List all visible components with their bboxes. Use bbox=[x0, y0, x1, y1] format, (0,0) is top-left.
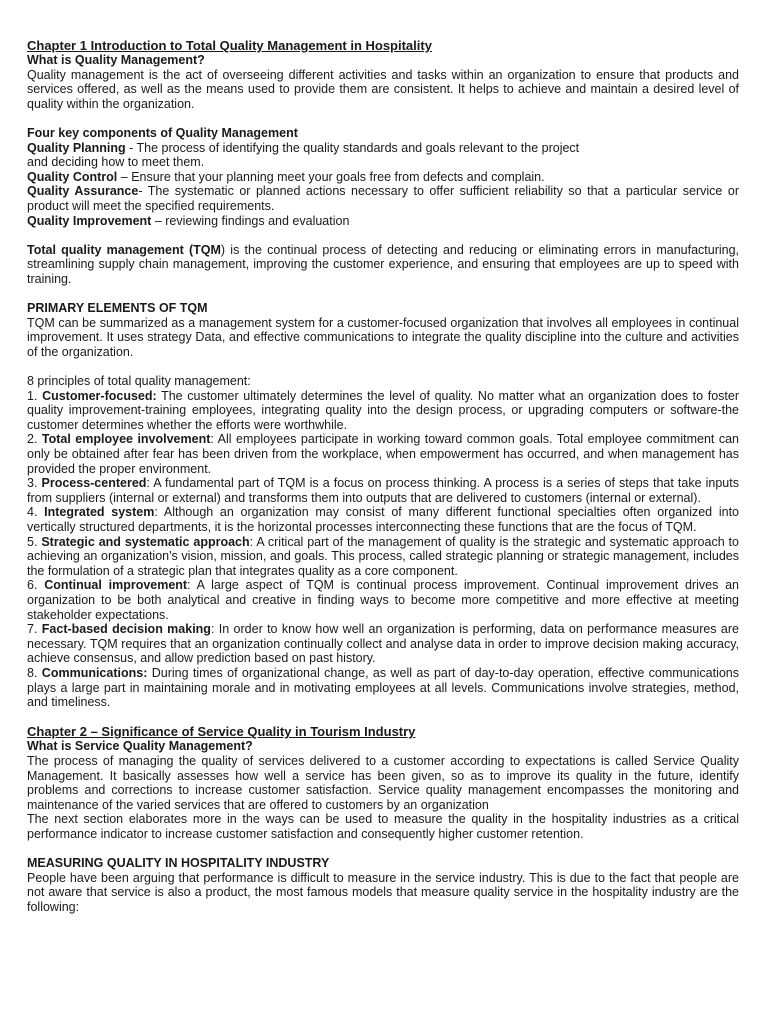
principle-term: Total employee involvement bbox=[41, 432, 211, 447]
chapter1-title: Chapter 1 Introduction to Total Quality Management in Hospitality bbox=[27, 38, 432, 53]
principle-item: 4. Integrated system: Although an organization may consist of many different functional specialties often organized into vertically structured departments, it is the horizontal processes interconnecting these functions that are the focus of TQM. bbox=[27, 505, 739, 534]
component-quality-assurance: Quality Assurance- The systematic or planned actions necessary to offer sufficient reliability so that a particular service or product will meet the specified requirements. bbox=[27, 184, 739, 213]
component-quality-planning: Quality Planning - The process of identifying the quality standards and goals relevant to the project bbox=[27, 140, 580, 155]
component-term: Quality Planning bbox=[27, 140, 126, 155]
principle-item: 2. Total employee involvement: All employees participate in working toward common goals. Total employee commitment can only be obtained after fear has been driven from the workplace, when empowerment has occurred, and when management has provided the proper environment. bbox=[27, 432, 740, 476]
measuring-quality-heading: MEASURING QUALITY IN HOSPITALITY INDUSTRY bbox=[27, 856, 330, 871]
principle-term: Integrated system bbox=[44, 505, 155, 520]
quality-management-question: What is Quality Management? bbox=[27, 53, 205, 67]
primary-elements-heading: PRIMARY ELEMENTS OF TQM bbox=[27, 301, 208, 316]
document-page bbox=[27, 38, 739, 914]
components-heading: Four key components of Quality Management bbox=[27, 125, 298, 140]
principle-item: 7. Fact-based decision making: In order to know how well an organization is performing, data on performance measures are necessary. TQM requires that an organization continually collect and analyse data in order to improve decision making accuracy, achieve consensus, and allow prediction based on past history. bbox=[27, 622, 739, 666]
service-quality-next-section: The next section elaborates more in the ways can be used to measure the quality in the hospitality industries as a critical performance indicator to increase customer satisfaction and consequently higher customer retention. bbox=[27, 812, 739, 841]
service-quality-definition: The process of managing the quality of services delivered to a customer according to expectations is called Service Quality Management. It basically assesses how well a service has been given, so as to improve its quality in the future, identify problems and corrections to increase customer satisfaction. Service quality management encompasses the monitoring and maintenance of the varied services that are offered to customers by an organization bbox=[27, 753, 739, 812]
component-term: Quality Assurance bbox=[27, 184, 139, 199]
component-definition: The process of identifying the quality standards and goals relevant to the project bbox=[136, 140, 580, 155]
tqm-term: Total quality management (TQM bbox=[27, 242, 221, 257]
service-quality-question: What is Service Quality Management? bbox=[27, 739, 253, 754]
principle-item: 1. Customer-focused: The customer ultimately determines the level of quality. No matter what an organization does to foster quality improvement-training employees, integrating quality into the design process, or upgrading computers or software-the customer determines whether the efforts were worthwhile. bbox=[27, 388, 739, 432]
quality-management-definition: Quality management is the act of overseeing different activities and tasks within an organization to ensure that products and services offered, as well as the means used to provide them are consistent. It helps to achieve and maintain a desired level of quality within the organization. bbox=[27, 67, 739, 111]
principle-item: 3. Process-centered: A fundamental part of TQM is a focus on process thinking. A process is a series of steps that take inputs from suppliers (internal or external) and transforms them into outputs that are delivered to customers (internal or external). bbox=[27, 476, 739, 505]
component-quality-control: Quality Control – Ensure that your planning meet your goals free from defects and complain. bbox=[27, 169, 545, 184]
principle-term: Communications: bbox=[41, 665, 148, 680]
measuring-quality-text: People have been arguing that performance is difficult to measure in the service industry. This is due to the fact that people are not aware that service is also a product, the most famous models that measure quality service in the hospitality industry are the following: bbox=[27, 870, 739, 914]
component-definition: Ensure that your planning meet your goals free from defects and complain. bbox=[131, 169, 545, 184]
primary-elements-text: TQM can be summarized as a management system for a customer-focused organization that involves all employees in continual improvement. It uses strategy Data, and effective communications to integrate the quality discipline into the culture and activities of the organization. bbox=[27, 315, 739, 359]
component-term: Quality Control bbox=[27, 169, 118, 184]
tqm-definition: Total quality management (TQM) is the continual process of detecting and reducing or eliminating errors in manufacturing, streamlining supply chain management, improving the customer experience, and ensuring that employees are up to speed with training. bbox=[27, 242, 740, 286]
principle-term: Process-centered bbox=[41, 476, 147, 491]
principle-term: Strategic and systematic approach bbox=[41, 534, 250, 549]
component-definition: reviewing findings and evaluation bbox=[165, 213, 350, 228]
component-definition: The systematic or planned actions necessary to offer sufficient reliability so that a particular service or product will meet the specified requirements. bbox=[27, 184, 739, 213]
principle-item: 5. Strategic and systematic approach: A critical part of the management of quality is the strategic and systematic approach to achieving an organization's vision, mission, and goals. This process, called strategic planning or strategic management, includes the formulation of a strategic plan that integrates quality as a core component. bbox=[27, 534, 739, 578]
component-quality-planning-cont: and deciding how to meet them. bbox=[27, 155, 205, 170]
component-quality-improvement: Quality Improvement – reviewing findings and evaluation bbox=[27, 213, 350, 228]
principles-intro: 8 principles of total quality management: bbox=[27, 374, 251, 389]
principle-item: 8. Communications: During times of organizational change, as well as part of day-to-day operation, effective communications plays a large part in maintaining morale and in motivating employees at all levels. Communications involve strategies, method, and timeliness. bbox=[27, 665, 739, 710]
principle-term: Fact-based decision making bbox=[41, 622, 211, 637]
principle-item: 6. Continual improvement: A large aspect of TQM is continual process improvement. Continual improvement drives an organization to be both analytical and creative in finding ways to become more competitive and more effective at meeting stakeholder expectations. bbox=[27, 578, 739, 622]
principle-term: Continual improvement bbox=[44, 578, 188, 593]
principle-term: Customer-focused: bbox=[42, 388, 157, 403]
component-term: Quality Improvement bbox=[27, 213, 152, 228]
chapter2-title: Chapter 2 – Significance of Service Quality in Tourism Industry bbox=[27, 724, 416, 740]
